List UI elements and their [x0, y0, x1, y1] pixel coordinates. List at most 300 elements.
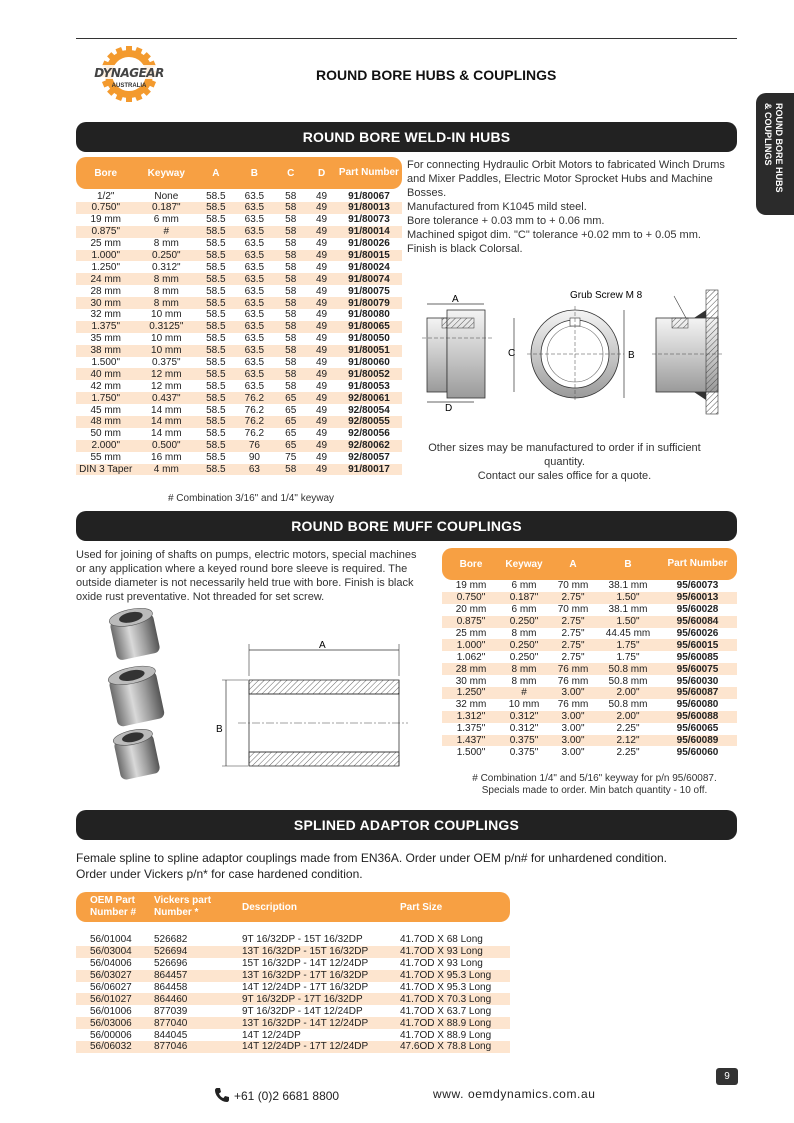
table-cell: 49	[307, 345, 336, 357]
table-cell: 58.5	[197, 440, 234, 452]
table-cell: None	[154, 191, 179, 202]
dim-a-label: A	[319, 640, 326, 651]
table-cell: 56/04006	[76, 958, 140, 970]
table-cell: 0.250"	[500, 616, 548, 628]
table-cell: 58.5	[197, 416, 234, 428]
weld-in-row	[76, 464, 402, 476]
table-cell: 3.00"	[548, 687, 598, 699]
table-cell: 20 mm	[455, 604, 487, 616]
table-cell: 65	[274, 416, 307, 428]
table-cell: 28 mm	[442, 663, 500, 675]
table-cell: 63.5	[244, 357, 265, 369]
table-cell: 63.5	[235, 226, 275, 238]
table-cell: 38.1 mm	[608, 604, 648, 616]
table-cell: 58	[274, 321, 307, 333]
grub-screw-label: Grub Screw M 8	[570, 290, 643, 301]
note-line: Other sizes may be manufactured to order if in sufficient	[428, 442, 701, 454]
desc-line: Manufactured from K1045 mild steel.	[407, 201, 587, 213]
table-cell: 91/80050	[348, 333, 390, 345]
spacer-cell	[76, 922, 510, 934]
weld-in-row	[76, 368, 402, 380]
table-cell: 1.375"	[456, 723, 486, 735]
weld-in-row	[76, 250, 402, 262]
table-cell: 49	[316, 452, 328, 464]
table-cell: 1.50"	[598, 616, 658, 628]
table-cell: 95/60084	[658, 616, 737, 628]
table-cell: 0.500"	[135, 440, 197, 452]
table-cell: 38.1 mm	[608, 580, 648, 592]
table-cell: 1.062"	[456, 651, 486, 663]
table-cell: 10 mm	[508, 699, 540, 711]
table-cell: 1.250"	[91, 261, 121, 273]
table-cell: 844045	[140, 1029, 228, 1041]
table-cell: 2.75"	[548, 616, 598, 628]
muff-description	[76, 548, 431, 604]
table-cell: 0.187"	[500, 592, 548, 604]
table-cell: 41.7OD X 93 Long	[386, 946, 510, 958]
table-cell: 92/80057	[348, 452, 390, 464]
weld-in-row	[76, 440, 402, 452]
weld-in-row	[76, 261, 402, 273]
weld-in-row	[76, 214, 402, 226]
table-cell: 864460	[140, 993, 228, 1005]
table-cell: 12 mm	[135, 368, 197, 380]
side-tab-label: ROUND BORE HUBS & COUPLINGS	[763, 103, 784, 193]
table-cell: 3.00"	[548, 735, 598, 747]
table-cell: 55 mm	[90, 452, 122, 464]
table-cell: 58	[285, 285, 297, 297]
table-cell: 95/60060	[676, 746, 719, 758]
table-cell: 8 mm	[153, 238, 179, 250]
weld-in-row	[76, 404, 402, 416]
footer-phone[interactable]	[214, 1087, 339, 1103]
muff-coupling-photo	[98, 605, 178, 783]
table-cell: 91/80060	[348, 357, 390, 369]
table-cell: 49	[307, 440, 336, 452]
table-cell: 92/80061	[336, 392, 402, 404]
table-cell: 56/03027	[76, 970, 140, 982]
table-cell: 50 mm	[90, 428, 122, 440]
table-cell: 38 mm	[76, 345, 135, 357]
table-cell: 95/60013	[658, 592, 737, 604]
table-cell: 56/06027	[76, 982, 140, 994]
col-header: D	[307, 157, 336, 189]
table-cell: 65	[285, 428, 297, 440]
table-cell: 91/80013	[336, 202, 402, 214]
table-cell: 58	[274, 273, 307, 285]
table-cell: 49	[316, 238, 328, 250]
footer-website[interactable]: www. oemdynamics.com.au	[433, 1087, 596, 1101]
table-cell: 58.5	[206, 452, 226, 464]
table-cell: 91/80074	[336, 273, 402, 285]
table-cell: 49	[316, 380, 328, 392]
table-cell: 8 mm	[153, 285, 179, 297]
table-cell: 49	[307, 273, 336, 285]
desc-line: or any application where a keyed round bore sleeve is required. The	[76, 563, 408, 575]
splined-row	[76, 1005, 510, 1017]
table-cell: 92/80054	[348, 404, 390, 416]
table-cell: 63.5	[235, 321, 275, 333]
table-cell: 63.5	[244, 191, 265, 202]
table-cell: 15T 16/32DP - 14T 12/24DP	[228, 958, 386, 970]
table-cell: 40 mm	[76, 368, 135, 380]
table-cell: 14 mm	[135, 416, 197, 428]
table-cell: 58	[285, 261, 297, 273]
table-cell: 1.75"	[598, 639, 658, 651]
table-cell: 56/01004	[76, 934, 140, 946]
splined-row	[76, 1017, 510, 1029]
logo-text: DYNAGEAR	[94, 66, 164, 80]
col-header: Bore	[76, 157, 135, 189]
table-cell: 95/60089	[658, 735, 737, 747]
weld-in-hubs-table	[76, 157, 402, 475]
table-cell: 30 mm	[76, 297, 135, 309]
table-cell: 0.250"	[500, 639, 548, 651]
weld-in-row	[76, 392, 402, 404]
table-cell: 58	[285, 238, 297, 250]
col-header: Vickers part Number *	[140, 892, 228, 922]
weld-in-row	[76, 345, 402, 357]
dim-c-label: C	[508, 348, 516, 359]
table-cell: 58.5	[206, 261, 226, 273]
splined-row	[76, 1041, 510, 1053]
section-title-weld-in: ROUND BORE WELD-IN HUBS	[76, 122, 737, 152]
table-cell: 56/03006	[76, 1017, 140, 1029]
table-cell: 49	[307, 226, 336, 238]
table-cell: 56/06032	[76, 1041, 140, 1053]
weld-in-description	[407, 158, 739, 256]
table-cell: 63	[235, 464, 275, 476]
table-cell: 63.5	[244, 238, 265, 250]
splined-row	[76, 982, 510, 994]
table-cell: 95/60085	[676, 651, 719, 663]
table-cell: 2.25"	[616, 723, 640, 735]
col-header: Description	[228, 892, 386, 922]
muff-row	[442, 604, 737, 616]
table-cell: 32 mm	[455, 699, 487, 711]
table-cell: 0.375"	[152, 357, 181, 369]
table-cell: 1.250"	[442, 687, 500, 699]
table-cell: 32 mm	[90, 309, 122, 321]
table-cell: 49	[316, 309, 328, 321]
table-cell: 56/03004	[76, 946, 140, 958]
table-cell: 0.312"	[500, 711, 548, 723]
table-cell: 76.2	[235, 416, 275, 428]
col-header: Bore	[442, 548, 500, 580]
table-cell: 49	[307, 416, 336, 428]
table-cell: 65	[274, 440, 307, 452]
table-cell: 50.8 mm	[608, 675, 648, 687]
table-cell: 76	[235, 440, 275, 452]
table-cell: 526682	[140, 934, 228, 946]
splined-row	[76, 970, 510, 982]
desc-line: Female spline to spline adaptor couplings made from EN36A. Order under OEM p/n# for unhardened condition.	[76, 851, 667, 865]
muff-row	[442, 699, 737, 711]
table-cell: 6 mm	[511, 604, 537, 616]
splined-row	[76, 958, 510, 970]
table-cell: 58.5	[197, 202, 234, 214]
table-cell: 6 mm	[153, 214, 179, 226]
col-header: C	[274, 157, 307, 189]
table-cell: 41.7OD X 68 Long	[386, 934, 510, 946]
table-cell: 1.50"	[598, 592, 658, 604]
table-cell: 58.5	[206, 214, 226, 226]
col-header: OEM Part Number #	[76, 892, 140, 922]
muff-row	[442, 746, 737, 758]
table-cell: 95/60026	[676, 628, 719, 639]
note-line: Specials made to order. Min batch quantity - 10 off.	[481, 785, 708, 796]
table-cell: 42 mm	[90, 380, 122, 392]
table-cell: 24 mm	[76, 273, 135, 285]
table-cell: 92/80056	[348, 428, 390, 440]
table-cell: 63.5	[235, 368, 275, 380]
table-cell: 56/01006	[76, 1005, 140, 1017]
table-cell: 41.7OD X 88.9 Long	[386, 1029, 510, 1041]
other-sizes-note	[412, 441, 717, 483]
table-cell: #	[500, 687, 548, 699]
table-cell: 95/60088	[658, 711, 737, 723]
muff-row	[442, 580, 737, 592]
muff-row	[442, 687, 737, 699]
weld-in-hub-diagram	[412, 282, 732, 417]
table-cell: 76.2	[235, 392, 275, 404]
table-cell: 91/80080	[348, 309, 390, 321]
table-cell: 8 mm	[500, 663, 548, 675]
table-cell: 95/60087	[658, 687, 737, 699]
table-cell: 95/60065	[676, 723, 719, 735]
table-cell: 8 mm	[511, 675, 537, 687]
table-cell: 58.5	[197, 368, 234, 380]
table-cell: 91/80024	[348, 261, 390, 273]
table-cell: 58.5	[206, 191, 226, 202]
table-cell: 91/80053	[348, 380, 390, 392]
table-cell: 1.437"	[442, 735, 500, 747]
table-cell: 2.75"	[548, 592, 598, 604]
table-cell: 49	[316, 191, 328, 202]
table-cell: 49	[316, 285, 328, 297]
table-cell: 0.437"	[135, 392, 197, 404]
table-cell: 0.375"	[500, 735, 548, 747]
muff-row	[442, 735, 737, 747]
weld-in-row	[76, 202, 402, 214]
table-cell: 0.250"	[509, 651, 539, 663]
table-cell: 49	[307, 368, 336, 380]
table-cell: 58.5	[197, 250, 234, 262]
table-cell: #	[135, 226, 197, 238]
desc-line: Order under Vickers p/n* for case hardened condition.	[76, 867, 363, 881]
muff-row	[442, 663, 737, 675]
table-cell: 25 mm	[90, 238, 122, 250]
table-cell: 8 mm	[135, 273, 197, 285]
table-cell: 0.875"	[76, 226, 135, 238]
splined-row	[76, 946, 510, 958]
table-cell: 8 mm	[511, 628, 537, 639]
logo-subtext: AUSTRALIA	[111, 83, 147, 89]
muff-row	[442, 616, 737, 628]
table-cell: 2.75"	[561, 628, 585, 639]
table-cell: 76.2	[244, 404, 265, 416]
weld-in-row	[76, 321, 402, 333]
table-cell: 76 mm	[557, 699, 589, 711]
col-header: B	[235, 157, 275, 189]
table-cell: 63.5	[244, 261, 265, 273]
table-cell: 58	[274, 250, 307, 262]
table-cell: 58.5	[206, 333, 226, 345]
table-cell: 2.25"	[616, 746, 640, 758]
table-cell: 63.5	[235, 345, 275, 357]
table-cell: 30 mm	[455, 675, 487, 687]
col-header: Part Number	[658, 548, 737, 580]
table-cell: 63.5	[235, 273, 275, 285]
table-cell: 0.750"	[76, 202, 135, 214]
splined-adaptor-table	[76, 892, 510, 1053]
table-cell: 65	[274, 392, 307, 404]
side-tab[interactable]	[756, 93, 794, 215]
desc-line: Finish is black Colorsal.	[407, 243, 523, 255]
table-cell: 2.000"	[76, 440, 135, 452]
table-cell: 3.00"	[561, 746, 585, 758]
col-header: Part Number	[336, 157, 402, 189]
col-header: A	[548, 548, 598, 580]
table-cell: 49	[316, 261, 328, 273]
muff-row	[442, 675, 737, 687]
table-cell: 13T 16/32DP - 17T 16/32DP	[228, 970, 386, 982]
table-cell: 95/60075	[658, 663, 737, 675]
table-cell: 58	[285, 380, 297, 392]
table-cell: 58.5	[197, 297, 234, 309]
table-cell: 45 mm	[90, 404, 122, 416]
weld-in-table-body	[76, 189, 402, 475]
table-cell: 58.5	[206, 285, 226, 297]
table-cell: 526696	[140, 958, 228, 970]
table-cell: 864458	[140, 982, 228, 994]
weld-in-row	[76, 238, 402, 250]
muff-row	[442, 628, 737, 640]
table-cell: 58	[285, 214, 297, 226]
table-cell: 877040	[140, 1017, 228, 1029]
table-cell: 13T 16/32DP - 15T 16/32DP	[228, 946, 386, 958]
table-cell: 0.875"	[442, 616, 500, 628]
table-cell: 1.500"	[456, 746, 486, 758]
table-cell: 2.12"	[598, 735, 658, 747]
weld-in-row	[76, 285, 402, 297]
table-cell: 58	[285, 309, 297, 321]
table-cell: 58.5	[206, 238, 226, 250]
table-cell: 58.5	[206, 380, 226, 392]
page-title: ROUND BORE HUBS & COUPLINGS	[316, 67, 557, 83]
table-cell: 48 mm	[76, 416, 135, 428]
dynagear-logo	[84, 44, 174, 104]
table-cell: 70 mm	[557, 580, 589, 592]
table-cell: 1.375"	[76, 321, 135, 333]
table-cell: 95/60015	[658, 639, 737, 651]
table-cell: 49	[307, 464, 336, 476]
table-cell: 58	[285, 191, 297, 202]
table-cell: 49	[307, 392, 336, 404]
table-cell: 14 mm	[151, 404, 182, 416]
dim-a-label: A	[452, 294, 459, 305]
table-cell: 58	[285, 357, 297, 369]
table-cell: 9T 16/32DP - 14T 12/24DP	[228, 1005, 386, 1017]
weld-in-row	[76, 428, 402, 440]
table-cell: 56/01027	[76, 993, 140, 1005]
table-cell: 58.5	[197, 464, 234, 476]
table-cell: 49	[307, 297, 336, 309]
muff-row	[442, 723, 737, 735]
table-cell: 58	[274, 464, 307, 476]
desc-line: outside diameter is not necessarily held true with bore. Finish is black	[76, 577, 414, 589]
top-rule	[76, 38, 737, 39]
table-cell: 58	[274, 297, 307, 309]
table-cell: 63.5	[235, 202, 275, 214]
table-cell: 14T 12/24DP - 17T 12/24DP	[228, 1041, 386, 1053]
table-cell: 3.00"	[548, 711, 598, 723]
table-cell: 58	[274, 368, 307, 380]
table-cell: 10 mm	[151, 333, 182, 345]
splined-description	[76, 850, 737, 882]
table-cell: 58.5	[206, 404, 226, 416]
table-cell: 14T 12/24DP	[228, 1029, 386, 1041]
table-cell: 1.75"	[616, 651, 640, 663]
table-cell: 0.187"	[135, 202, 197, 214]
weld-in-row	[76, 297, 402, 309]
table-cell: 91/80073	[348, 214, 390, 226]
muff-footnote	[442, 773, 747, 797]
weld-in-row	[76, 380, 402, 392]
table-cell: 12 mm	[151, 380, 182, 392]
muff-couplings-table	[442, 548, 737, 758]
table-cell: 2.00"	[598, 711, 658, 723]
table-cell: 4 mm	[135, 464, 197, 476]
table-cell: DIN 3 Taper	[76, 464, 135, 476]
table-cell: 92/80062	[336, 440, 402, 452]
table-cell: 2.75"	[561, 651, 585, 663]
table-cell: 1/2"	[97, 191, 115, 202]
table-cell: 91/80075	[348, 285, 390, 297]
table-cell: 41.7OD X 93 Long	[386, 958, 510, 970]
table-cell: 58.5	[197, 345, 234, 357]
table-cell: 63.5	[244, 214, 265, 226]
table-cell: 50.8 mm	[598, 663, 658, 675]
table-cell: 90	[248, 452, 260, 464]
dim-b-label: B	[216, 724, 223, 735]
table-cell: 56/00006	[76, 1029, 140, 1041]
table-cell: 13T 16/32DP - 14T 12/24DP	[228, 1017, 386, 1029]
table-cell: 91/80067	[348, 191, 390, 202]
muff-coupling-diagram	[212, 636, 412, 776]
table-cell: 58.5	[206, 357, 226, 369]
table-cell: 76 mm	[548, 663, 598, 675]
weld-in-row	[76, 226, 402, 238]
table-cell: 49	[316, 357, 328, 369]
table-cell: 0.3125"	[135, 321, 197, 333]
muff-row	[442, 592, 737, 604]
table-cell: 9T 16/32DP - 15T 16/32DP	[228, 934, 386, 946]
table-cell: 49	[307, 250, 336, 262]
table-cell: 35 mm	[90, 333, 122, 345]
table-cell: 91/80065	[336, 321, 402, 333]
table-cell: 1.312"	[442, 711, 500, 723]
table-cell: 19 mm	[455, 580, 487, 592]
table-cell: 44.45 mm	[605, 628, 651, 639]
table-cell: 8 mm	[135, 297, 197, 309]
desc-line: Bore tolerance + 0.03 mm to + 0.06 mm.	[407, 215, 605, 227]
table-cell: 1.750"	[76, 392, 135, 404]
table-cell: 58.5	[197, 392, 234, 404]
note-line: quantity.	[544, 456, 585, 468]
table-cell: 70 mm	[557, 604, 589, 616]
dim-b-label: B	[628, 350, 635, 361]
